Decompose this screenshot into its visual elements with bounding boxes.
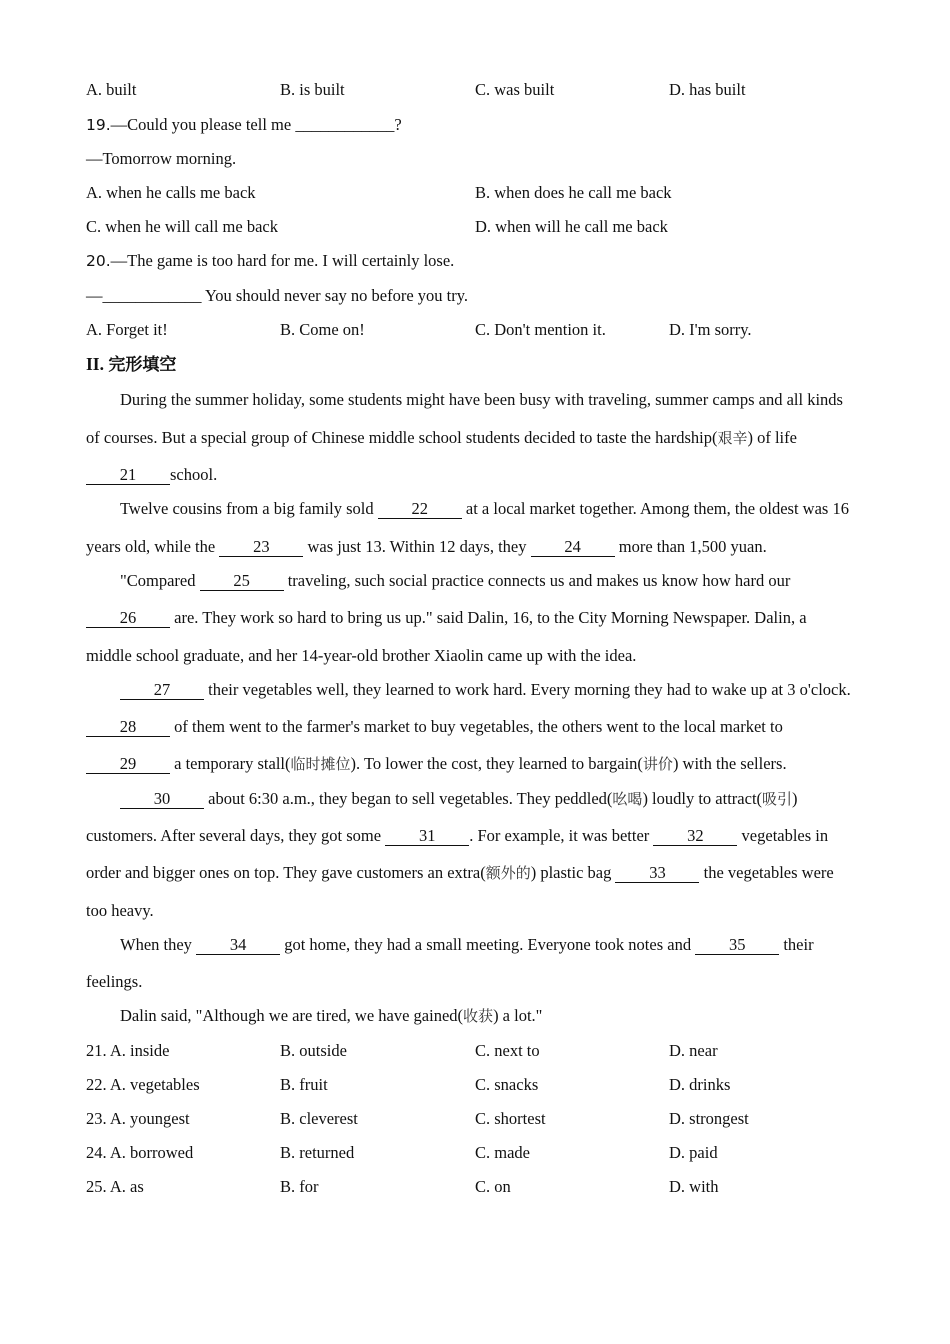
option-d: D. drinks	[669, 1075, 731, 1094]
answer-row-24	[86, 1143, 862, 1163]
blank-30: 30	[120, 790, 204, 809]
section-heading	[86, 354, 176, 375]
chinese-gloss: 吆喝	[612, 790, 643, 808]
text-run: ) plastic bag	[530, 863, 616, 882]
text-run: traveling, such social practice connects us and makes us know how hard our	[283, 571, 791, 590]
passage-line	[86, 499, 849, 519]
option-d: D. I'm sorry.	[669, 320, 752, 339]
text-run: ) loudly to attract(	[642, 789, 763, 808]
text-run: Dalin said, "Although we are tired, we have gained(	[120, 1006, 464, 1025]
passage-line: too heavy.	[86, 901, 154, 920]
answer-row-23	[86, 1109, 862, 1129]
text-run: at a local market together. Among them, the oldest was 16	[461, 499, 849, 518]
text-run: more than 1,500 yuan.	[614, 537, 767, 556]
option-c: C. Don't mention it.	[475, 320, 606, 339]
text-run: of them went to the farmer's market to buy vegetables, the others went to the local market to	[170, 717, 783, 736]
answer-row-25	[86, 1177, 862, 1197]
q19-reply: —Tomorrow morning.	[86, 149, 237, 168]
passage-line: During the summer holiday, some students might have been busy with traveling, summer camps and all kinds	[120, 390, 843, 409]
passage-line	[86, 863, 834, 883]
q20-stem	[86, 251, 454, 271]
option-a: 22. A. vegetables	[86, 1075, 200, 1094]
passage-line: feelings.	[86, 972, 143, 991]
section-roman: II.	[86, 354, 104, 374]
option-b: B. is built	[280, 80, 345, 99]
section-title: 完形填空	[108, 355, 177, 375]
text-run: of courses. But a special group of Chinese middle school students decided to taste the hardship(	[86, 428, 718, 447]
option-a: A. Forget it!	[86, 320, 168, 339]
chinese-gloss: 额外的	[485, 864, 531, 882]
blank-35: 35	[695, 936, 779, 955]
passage-line	[86, 935, 814, 955]
text-run: got home, they had a small meeting. Everyone took notes and	[280, 935, 696, 954]
chinese-gloss: 艰辛	[717, 429, 748, 447]
q19-stem	[86, 115, 402, 135]
option-b: B. cleverest	[280, 1109, 358, 1128]
blank-31: 31	[385, 827, 469, 846]
passage-line	[86, 717, 783, 737]
text-run: school.	[170, 465, 218, 484]
text-run: . For example, it was better	[469, 826, 654, 845]
chinese-gloss: 收获	[463, 1007, 494, 1025]
question-number: 19.	[86, 116, 111, 134]
blank-33: 33	[615, 864, 699, 883]
blank-29: 29	[86, 755, 170, 774]
text-run: When they	[120, 935, 197, 954]
passage-line	[86, 789, 798, 809]
blank-32: 32	[653, 827, 737, 846]
option-a: 21. A. inside	[86, 1041, 170, 1060]
option-a: A. when he calls me back	[86, 183, 256, 202]
question-text: —The game is too hard for me. I will certainly lose.	[110, 251, 455, 270]
passage-line	[86, 537, 767, 557]
option-c: C. made	[475, 1143, 530, 1162]
q19-options-row1	[86, 183, 862, 203]
option-b: B. returned	[280, 1143, 355, 1162]
text-run: Twelve cousins from a big family sold	[120, 499, 378, 518]
chinese-gloss: 吸引	[762, 790, 793, 808]
option-a: A. built	[86, 80, 137, 99]
option-a: 24. A. borrowed	[86, 1143, 194, 1162]
passage-line	[86, 465, 217, 485]
text-run: was just 13. Within 12 days, they	[303, 537, 531, 556]
option-b: B. Come on!	[280, 320, 365, 339]
option-d: D. paid	[669, 1143, 718, 1162]
blank-24: 24	[531, 538, 615, 557]
text-run: ) a lot."	[493, 1006, 543, 1025]
q20-reply: —____________ You should never say no before you try.	[86, 286, 469, 305]
question-text: —Could you please tell me ____________?	[110, 115, 402, 134]
blank-23: 23	[219, 538, 303, 557]
blank-21: 21	[86, 466, 170, 485]
passage-line	[86, 826, 828, 846]
text-run: the vegetables were	[699, 863, 834, 882]
blank-26: 26	[86, 609, 170, 628]
answer-row-21	[86, 1041, 862, 1061]
text-run: years old, while the	[86, 537, 220, 556]
passage-line	[86, 428, 797, 448]
question-number: 20.	[86, 252, 111, 270]
text-run: ) with the sellers.	[672, 754, 787, 773]
passage-line	[86, 1006, 542, 1026]
text-run: "Compared	[120, 571, 200, 590]
option-d: D. with	[669, 1177, 719, 1196]
option-c: C. next to	[475, 1041, 540, 1060]
text-run: are. They work so hard to bring us up." said Dalin, 16, to the City Morning Newspaper. Dalin, a	[170, 608, 807, 627]
blank-34: 34	[196, 936, 280, 955]
option-d: D. has built	[669, 80, 746, 99]
option-b: B. outside	[280, 1041, 347, 1060]
text-run: ). To lower the cost, they learned to bargain(	[350, 754, 643, 773]
passage-line	[86, 608, 807, 628]
option-d: D. when will he call me back	[475, 217, 668, 236]
option-d: D. strongest	[669, 1109, 749, 1128]
text-run: )	[792, 789, 798, 808]
blank-28: 28	[86, 718, 170, 737]
text-run: their	[779, 935, 814, 954]
option-c: C. was built	[475, 80, 555, 99]
option-b: B. for	[280, 1177, 319, 1196]
text-run: a temporary stall(	[170, 754, 291, 773]
chinese-gloss: 讲价	[642, 755, 673, 773]
text-run: about 6:30 a.m., they began to sell vegetables. They peddled(	[204, 789, 613, 808]
option-d: D. near	[669, 1041, 718, 1060]
option-c: C. when he will call me back	[86, 217, 278, 236]
answer-row-22	[86, 1075, 862, 1095]
text-run: customers. After several days, they got some	[86, 826, 386, 845]
q20-options	[86, 320, 862, 340]
option-c: C. on	[475, 1177, 511, 1196]
blank-25: 25	[200, 572, 284, 591]
q19-options-row2	[86, 217, 862, 237]
option-c: C. snacks	[475, 1075, 539, 1094]
option-b: B. when does he call me back	[475, 183, 672, 202]
option-a: 23. A. youngest	[86, 1109, 190, 1128]
passage-line	[86, 680, 851, 700]
text-run: their vegetables well, they learned to work hard. Every morning they had to wake up at 3 o'clock.	[204, 680, 851, 699]
option-b: B. fruit	[280, 1075, 328, 1094]
option-c: C. shortest	[475, 1109, 546, 1128]
text-run: ) of life	[747, 428, 797, 447]
passage-line: middle school graduate, and her 14-year-old brother Xiaolin came up with the idea.	[86, 646, 637, 665]
passage-line	[86, 571, 790, 591]
passage-line	[86, 754, 787, 774]
text-run: order and bigger ones on top. They gave customers an extra(	[86, 863, 486, 882]
text-run: vegetables in	[737, 826, 829, 845]
chinese-gloss: 临时摊位	[290, 755, 351, 773]
blank-27: 27	[120, 681, 204, 700]
blank-22: 22	[378, 500, 462, 519]
option-a: 25. A. as	[86, 1177, 144, 1196]
q18-options	[86, 80, 862, 100]
